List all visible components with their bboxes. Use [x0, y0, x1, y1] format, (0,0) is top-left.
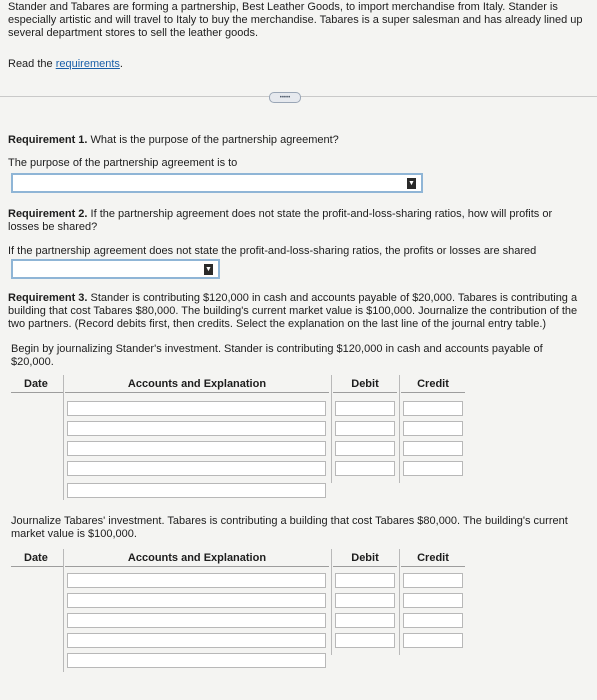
col-header-date: Date — [11, 375, 63, 393]
stander-prompt: Begin by journalizing Stander's investment. Stander is contributing $120,000 in cash and accounts payable of $20,000. — [11, 343, 543, 368]
col-header-credit: Credit — [401, 375, 465, 393]
col-header-credit: Credit — [401, 549, 465, 567]
debit-input-row4[interactable] — [335, 461, 395, 476]
req3-question: Requirement 3. Stander is contributing $120,000 in cash and accounts payable of $20,000. Tabares is contributing a building that cost Tabares $80,000. The building's current market value is $100,000. Journalize the contribution of the two partners. (Record debits first, then credits. Select the explanation on the last line of the journal entry table.) — [8, 292, 578, 330]
debit-input-row1[interactable] — [335, 573, 395, 588]
debit-input-row4[interactable] — [335, 633, 395, 648]
debit-col-divider — [399, 375, 400, 483]
account-input-row4[interactable] — [67, 633, 326, 648]
account-input-row2[interactable] — [67, 421, 326, 436]
credit-input-row2[interactable] — [403, 593, 463, 608]
requirements-link[interactable]: requirements — [55, 58, 120, 70]
credit-input-row2[interactable] — [403, 421, 463, 436]
account-input-row3[interactable] — [67, 613, 326, 628]
explanation-input[interactable] — [67, 483, 326, 498]
credit-input-row1[interactable] — [403, 401, 463, 416]
req3-heading: Requirement 3. — [8, 292, 88, 304]
credit-input-row4[interactable] — [403, 633, 463, 648]
req2-dropdown[interactable] — [11, 259, 220, 279]
req2-heading: Requirement 2. — [8, 208, 88, 220]
debit-input-row3[interactable] — [335, 441, 395, 456]
col-header-debit: Debit — [333, 375, 397, 393]
date-col-divider — [63, 375, 64, 500]
chevron-down-icon: ▼ — [408, 180, 415, 187]
debit-input-row2[interactable] — [335, 593, 395, 608]
account-input-row1[interactable] — [67, 401, 326, 416]
stander-journal-table — [11, 375, 467, 500]
req1-prompt: The purpose of the partnership agreement is to — [8, 157, 238, 169]
account-input-row4[interactable] — [67, 461, 326, 476]
req1-question: Requirement 1. What is the purpose of the partnership agreement? — [8, 134, 339, 146]
chevron-down-icon: ▼ — [205, 266, 212, 273]
credit-input-row1[interactable] — [403, 573, 463, 588]
explanation-input[interactable] — [67, 653, 326, 668]
read-suffix: . — [119, 58, 123, 70]
debit-col-divider — [399, 549, 400, 655]
debit-input-row3[interactable] — [335, 613, 395, 628]
account-input-row1[interactable] — [67, 573, 326, 588]
col-header-accounts: Accounts and Explanation — [65, 375, 329, 393]
tabares-journal-table — [11, 549, 467, 672]
account-input-row2[interactable] — [67, 593, 326, 608]
expand-more-button[interactable]: ••••• — [269, 92, 301, 103]
read-prefix: Read the — [8, 58, 56, 70]
debit-input-row2[interactable] — [335, 421, 395, 436]
read-requirements-line — [8, 58, 123, 71]
credit-input-row4[interactable] — [403, 461, 463, 476]
req1-heading: Requirement 1. — [8, 134, 88, 146]
accounts-col-divider — [331, 375, 332, 483]
credit-input-row3[interactable] — [403, 441, 463, 456]
debit-input-row1[interactable] — [335, 401, 395, 416]
req2-prompt: If the partnership agreement does not state the profit-and-loss-sharing ratios, the profits or losses are shared — [8, 245, 537, 257]
col-header-date: Date — [11, 549, 63, 567]
account-input-row3[interactable] — [67, 441, 326, 456]
date-col-divider — [63, 549, 64, 672]
tabares-prompt: Journalize Tabares' investment. Tabares is contributing a building that cost Tabares $80,000. The building's current market value is $100,000. — [11, 515, 568, 540]
col-header-accounts: Accounts and Explanation — [65, 549, 329, 567]
credit-input-row3[interactable] — [403, 613, 463, 628]
col-header-debit: Debit — [333, 549, 397, 567]
accounts-col-divider — [331, 549, 332, 655]
req1-dropdown[interactable] — [11, 173, 423, 193]
req2-question: Requirement 2. If the partnership agreement does not state the profit-and-loss-sharing ratios, how will profits or losses be shared? — [8, 208, 553, 233]
problem-intro: Stander and Tabares are forming a partnership, Best Leather Goods, to import merchandise from Italy. Stander is especially artistic and will travel to Italy to buy the merchandise. Tabares is a super salesman and has already lined up several department stores to sell the leather goods. — [8, 1, 583, 39]
